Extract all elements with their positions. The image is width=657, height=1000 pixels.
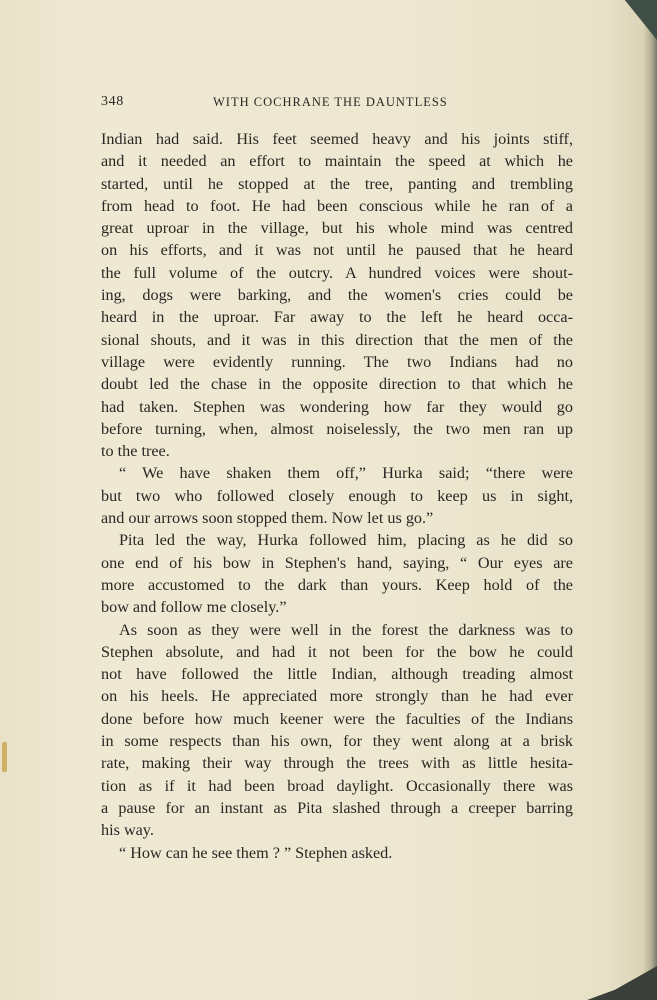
text-line: to the tree. bbox=[101, 442, 170, 461]
text-line: sional shouts, and it was in this direction that the men of the bbox=[101, 330, 573, 349]
scan-edge-mark bbox=[2, 742, 7, 772]
text-line: from head to foot. He had been conscious while he ran of a bbox=[101, 196, 573, 215]
text-line: Pita led the way, Hurka followed him, placing as he did so bbox=[119, 531, 573, 550]
text-line: tion as if it had been broad daylight. Occasionally there was bbox=[101, 776, 573, 795]
text-line: Indian had said. His feet seemed heavy and his joints stiff, bbox=[101, 130, 573, 148]
text-line: his way. bbox=[101, 821, 154, 840]
text-line: before turning, when, almost noiselessly, the two men ran up bbox=[101, 419, 573, 438]
text-line: but two who followed closely enough to keep us in sight, bbox=[101, 486, 573, 505]
text-line: ing, dogs were barking, and the women's cries could be bbox=[101, 286, 573, 305]
text-line: more accustomed to the dark than yours. Keep hold of the bbox=[101, 575, 573, 594]
text-line: “ How can he see them ? ” Stephen asked. bbox=[119, 843, 393, 862]
page-binding-shadow bbox=[643, 0, 657, 1000]
text-line: rate, making their way through the trees with as little hesita- bbox=[101, 754, 573, 773]
text-line: “ We have shaken them off,” Hurka said; “there were bbox=[119, 464, 573, 483]
body-text bbox=[101, 128, 573, 864]
text-line: not have followed the little Indian, although treading almost bbox=[101, 665, 573, 684]
text-line: As soon as they were well in the forest the darkness was to bbox=[119, 620, 573, 639]
text-line: village were evidently running. The two Indians had no bbox=[101, 352, 573, 371]
page-number: 348 bbox=[101, 94, 124, 109]
text-line: the full volume of the outcry. A hundred voices were shout- bbox=[101, 263, 573, 282]
text-line: bow and follow me closely.” bbox=[101, 598, 287, 617]
text-line: one end of his bow in Stephen's hand, saying, “ Our eyes are bbox=[101, 553, 573, 572]
running-head: WITH COCHRANE THE DAUNTLESS bbox=[213, 95, 448, 109]
text-line: and our arrows soon stopped them. Now let us go.” bbox=[101, 509, 434, 528]
text-line: started, until he stopped at the tree, panting and trembling bbox=[101, 174, 573, 193]
text-line: great uproar in the village, but his whole mind was centred bbox=[101, 219, 573, 238]
text-line: and it needed an effort to maintain the speed at which he bbox=[101, 152, 573, 171]
text-line: doubt led the chase in the opposite direction to that which he bbox=[101, 375, 573, 394]
text-line: a pause for an instant as Pita slashed through a creeper barring bbox=[101, 798, 573, 817]
text-line: done before how much keener were the faculties of the Indians bbox=[101, 709, 573, 728]
page-header bbox=[101, 94, 573, 114]
text-line: in some respects than his own, for they went along at a brisk bbox=[101, 732, 573, 751]
text-line: heard in the uproar. Far away to the left he heard occa- bbox=[101, 308, 573, 327]
text-line: Stephen absolute, and had it not been for the bow he could bbox=[101, 642, 573, 661]
text-line: had taken. Stephen was wondering how far they would go bbox=[101, 397, 573, 416]
text-line: on his efforts, and it was not until he paused that he heard bbox=[101, 241, 573, 260]
text-line: on his heels. He appreciated more strongly than he had ever bbox=[101, 687, 573, 706]
